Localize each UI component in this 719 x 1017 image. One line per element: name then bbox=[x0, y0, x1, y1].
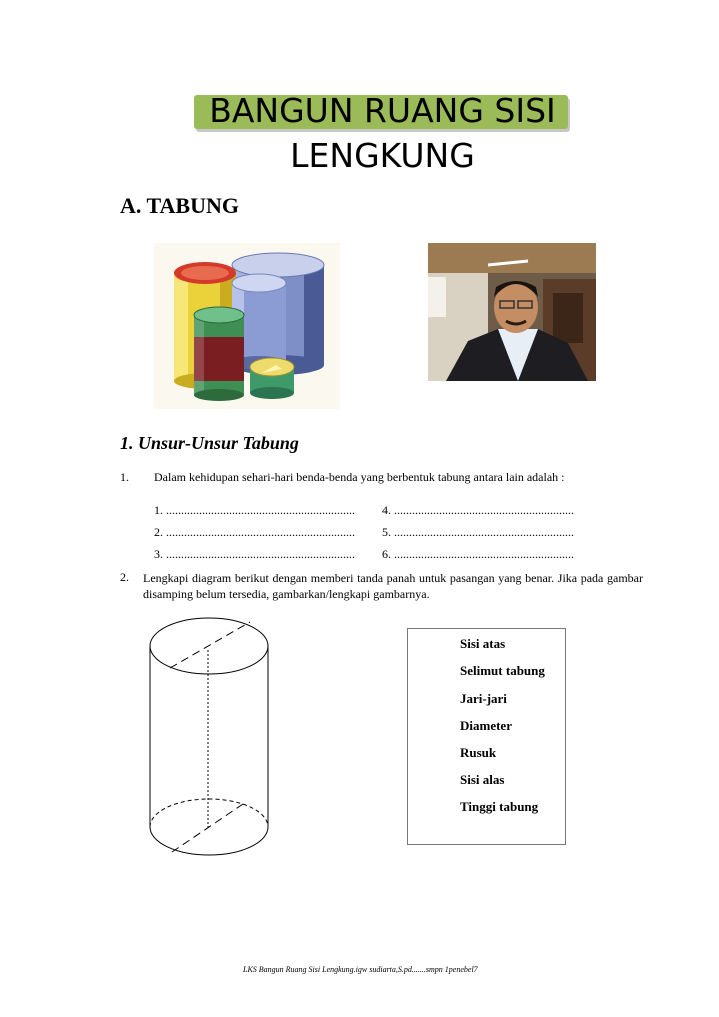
answer-line-6[interactable]: 6. ............................................................ bbox=[382, 547, 574, 561]
answer-line-3[interactable]: 3. ............................................................... bbox=[154, 547, 355, 561]
cans-drawing bbox=[154, 243, 340, 409]
page-title-line1: BANGUN RUANG SISI bbox=[209, 91, 556, 130]
question1-number: 1. bbox=[120, 470, 129, 484]
label-diameter[interactable]: Diameter bbox=[460, 718, 512, 733]
answer-line-4[interactable]: 4. ............................................................ bbox=[382, 503, 574, 517]
cans-illustration bbox=[154, 243, 340, 409]
author-photo-drawing bbox=[428, 243, 596, 381]
section-heading-unsur: 1. Unsur-Unsur Tabung bbox=[120, 433, 299, 453]
label-rusuk[interactable]: Rusuk bbox=[460, 745, 497, 760]
label-selimut-tabung[interactable]: Selimut tabung bbox=[460, 663, 545, 678]
author-photo bbox=[428, 243, 596, 381]
page-title-line2: LENGKUNG bbox=[290, 136, 475, 175]
page-title bbox=[150, 88, 615, 178]
question2-text: Lengkapi diagram berikut dengan memberi tanda panah untuk pasangan yang benar. Jika pada gambar disamping belum tersedia, gambarkan/lengkapi gambarnya. bbox=[143, 571, 643, 601]
answer-line-1[interactable]: 1. ............................................................... bbox=[154, 503, 355, 517]
answer-line-5[interactable]: 5. ............................................................ bbox=[382, 525, 574, 539]
label-jari-jari[interactable]: Jari-jari bbox=[460, 691, 507, 706]
question2-number: 2. bbox=[120, 570, 129, 584]
label-tinggi-tabung[interactable]: Tinggi tabung bbox=[460, 799, 539, 814]
section-heading-tabung: A. TABUNG bbox=[120, 193, 239, 218]
label-sisi-alas[interactable]: Sisi alas bbox=[460, 772, 505, 787]
cylinder-diagram bbox=[140, 612, 290, 867]
answer-line-2[interactable]: 2. ............................................................... bbox=[154, 525, 355, 539]
cylinder-drawing bbox=[140, 612, 290, 862]
question1-text: Dalam kehidupan sehari-hari benda-benda yang berbentuk tabung antara lain adalah : bbox=[154, 470, 565, 484]
page-footer: LKS Bangun Ruang Sisi Lengkung.igw sudiarta,S.pd.......smpn 1penebel7 bbox=[243, 965, 478, 974]
label-sisi-atas[interactable]: Sisi atas bbox=[460, 636, 506, 651]
